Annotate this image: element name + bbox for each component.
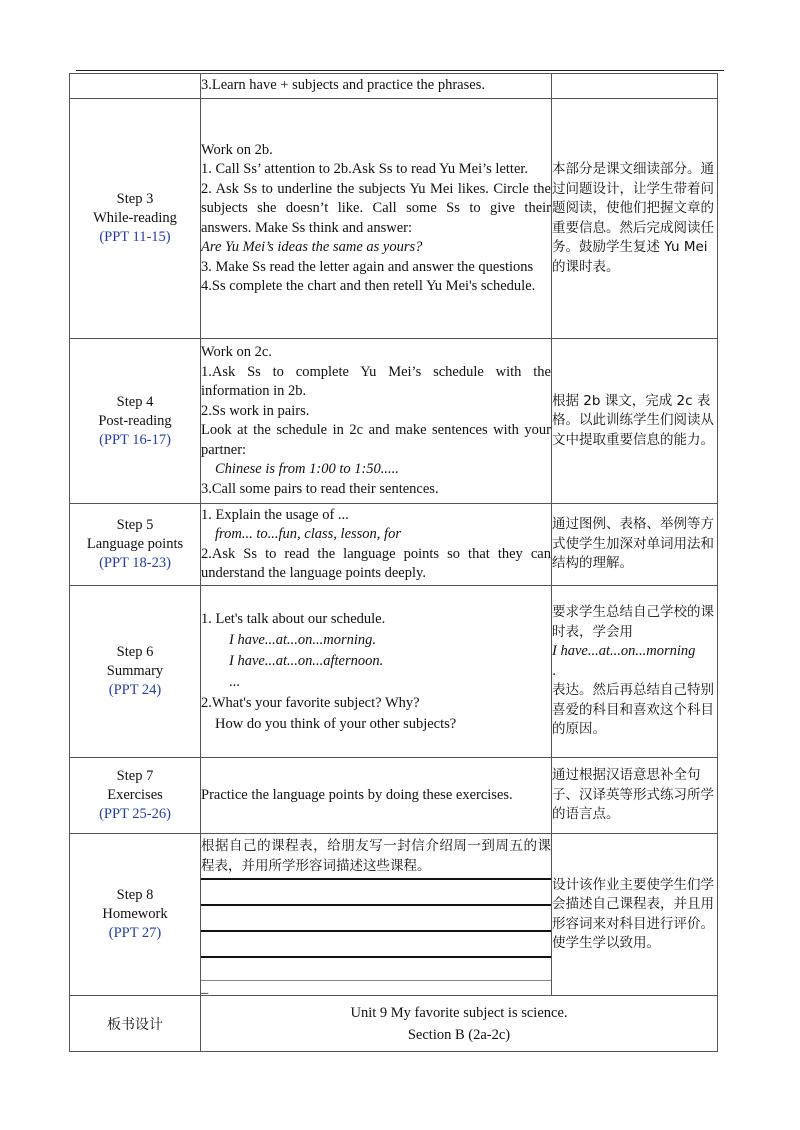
content-line: 2.What's your favorite subject? Why? [201, 694, 420, 711]
homework-tail: _ [201, 980, 209, 996]
note-cell [552, 99, 718, 339]
content-line: 1. Let's talk about our schedule. [201, 610, 386, 627]
content-line: 2.Ss work in pairs. [201, 402, 310, 419]
step-number: Step 8 [116, 887, 154, 903]
content-cell [201, 586, 552, 758]
step-stage: Homework [102, 906, 168, 922]
content-line: Look at the schedule in 2c and make sentences with your partner: [201, 422, 551, 458]
step-stage: Exercises [107, 787, 163, 803]
note-text: 本部分是课文细读部分。通过问题设计，让学生带着问题阅读，使他们把握文章的重要信息。然后完成阅读任务。鼓励学生复述 Yu Mei 的课时表。 [552, 161, 714, 275]
content-line: 1. Explain the usage of ... [201, 506, 349, 523]
step-cell [70, 758, 201, 834]
note-cell [552, 758, 718, 834]
step-number: Step 3 [116, 191, 154, 207]
step-number: Step 4 [116, 393, 154, 410]
step-stage: Language points [86, 536, 184, 552]
step-cell [70, 74, 201, 99]
step-stage: Summary [106, 663, 164, 679]
board-design-label: 板书设计 [70, 996, 201, 1052]
step-cell [70, 339, 201, 504]
content-line: 3. Make Ss read the letter again and answer the questions [201, 258, 534, 275]
table-row [70, 504, 718, 586]
board-line-title: Unit 9 My favorite subject is science. [350, 1004, 568, 1021]
content-line: I have...at...on...morning. [229, 631, 376, 648]
note-text: 根据 2b 课文，完成 2c 表格。以此训练学生们阅读从文中提取重要信息的能力。 [552, 392, 714, 448]
lesson-plan-table [69, 73, 718, 1052]
writing-line [201, 958, 551, 981]
step-number: Step 6 [116, 644, 154, 660]
ppt-range: (PPT 25-26) [99, 806, 171, 822]
content-cell [201, 758, 552, 834]
table-row [70, 996, 718, 1052]
writing-line [201, 932, 551, 958]
step-number: Step 7 [116, 768, 154, 784]
board-design-cell [201, 996, 718, 1052]
note-cell [552, 834, 718, 996]
step-cell [70, 834, 201, 996]
top-rule [76, 70, 724, 71]
note-text: 通过图例、表格、举例等方式使学生加深对单词用法和结构的理解。 [552, 516, 714, 572]
note-cell [552, 586, 718, 758]
note-cell [552, 339, 718, 504]
content-cell [201, 74, 552, 99]
content-line: ... [229, 673, 240, 690]
table-row [70, 99, 718, 339]
step-stage: Post-reading [98, 412, 172, 429]
note-text: 设计该作业主要使学生们学会描述自己课程表，并且用形容词来对科目进行评价。使学生学以致用。 [552, 876, 714, 951]
content-line: Work on 2b. [201, 141, 273, 158]
content-line: Practice the language points by doing these exercises. [201, 786, 513, 803]
content-line: 4.Ss complete the chart and then retell Yu Mei's schedule. [201, 278, 536, 294]
board-line-section: Section B (2a-2c) [407, 1026, 511, 1043]
note-text: . [552, 662, 557, 679]
step-cell [70, 504, 201, 586]
content-line: 1.Ask Ss to complete Yu Mei’s schedule with the information in 2b. [201, 363, 551, 399]
content-line: 2. Ask Ss to underline the subjects Yu Mei likes. Circle the subjects she doesn’t like. Call some Ss to give their answers. Make Ss think and answer: [201, 180, 551, 236]
content-line: How do you think of your other subjects? [215, 715, 457, 732]
content-cell [201, 339, 552, 504]
table-row [70, 834, 718, 996]
writing-line [201, 906, 551, 932]
ppt-range: (PPT 11-15) [99, 229, 171, 245]
ppt-range: (PPT 27) [108, 925, 162, 941]
content-line: 3.Call some pairs to read their sentences. [201, 480, 439, 497]
note-text: 表达。然后再总结自己特别喜爱的科目和喜欢这个科目的原因。 [552, 682, 714, 738]
content-line: 2.Ask Ss to read the language points so that they can understand the language points deeply. [201, 545, 551, 581]
note-text: 通过根据汉语意思补全句子、汉译英等形式练习所学的语言点。 [552, 767, 714, 823]
ppt-range: (PPT 16-17) [99, 431, 171, 448]
step-cell [70, 99, 201, 339]
note-cell [552, 74, 718, 99]
ppt-range: (PPT 24) [108, 682, 162, 698]
writing-line [201, 880, 551, 906]
step-cell [70, 586, 201, 758]
ppt-range: (PPT 18-23) [99, 555, 171, 571]
content-cell [201, 504, 552, 586]
content-line: Are Yu Mei’s ideas the same as yours? [201, 239, 423, 255]
content-cell [201, 834, 552, 996]
content-cell [201, 99, 552, 339]
table-row [70, 586, 718, 758]
content-line: from... to...fun, class, lesson, for [215, 526, 401, 542]
note-italic-example: I have...at...on...morning [552, 643, 696, 660]
table-row [70, 339, 718, 504]
table-row [70, 74, 718, 99]
content-line: Chinese is from 1:00 to 1:50..... [215, 461, 399, 477]
step-stage: While-reading [93, 210, 177, 226]
note-text: 要求学生总结自己学校的课时表，学会用 [552, 604, 714, 640]
note-cell [552, 504, 718, 586]
step-number: Step 5 [116, 517, 154, 533]
homework-text: 根据自己的课程表，给朋友写一封信介绍周一到周五的课程表，并用所学形容词描述这些课程。 [201, 838, 551, 874]
content-line: 1. Call Ss’ attention to 2b.Ask Ss to read Yu Mei’s letter. [201, 161, 529, 177]
table-row [70, 758, 718, 834]
content-line: 3.Learn have + subjects and practice the phrases. [201, 77, 485, 94]
content-line: I have...at...on...afternoon. [229, 652, 384, 669]
content-line: Work on 2c. [201, 344, 272, 360]
